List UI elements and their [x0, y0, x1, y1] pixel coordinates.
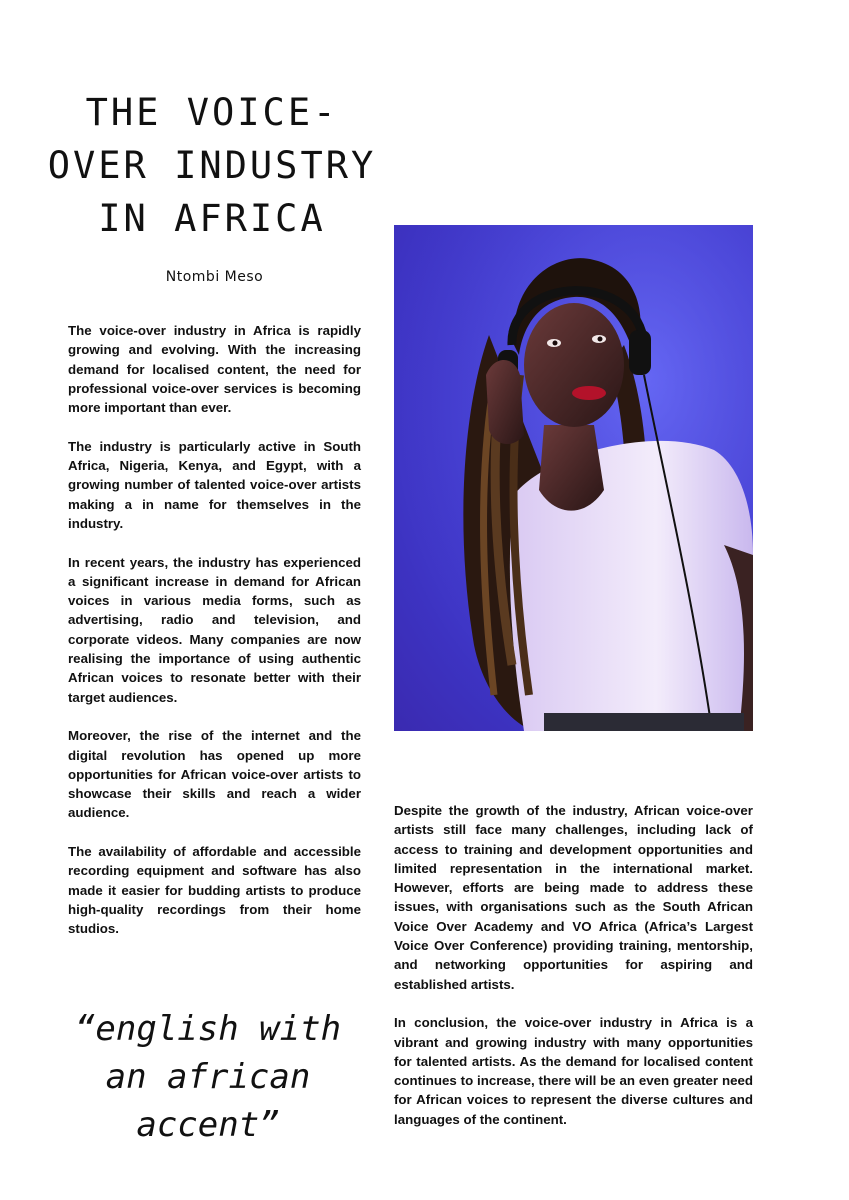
title-line-3: IN AFRICA — [98, 197, 326, 240]
paragraph: The industry is particularly active in South Africa, Nigeria, Kenya, and Egypt, with a growing number of talented voice-over artists making a in name for themselves in the industry. — [68, 438, 361, 531]
paragraph: Despite the growth of the industry, African voice-over artists still face many challenges, including lack of access to training and development opportunities and limited representation in the international market. However, efforts are being made to address these issues, with organisations such as the South African Voice Over Academy and VO Africa (Africa’s Largest Voice Over Conference) providing training, mentorship, and networking opportunities for aspiring and established artists. — [394, 803, 753, 992]
title-line-2: OVER INDUSTRY — [47, 144, 377, 187]
quote-line-1: “english with — [74, 1009, 342, 1049]
paragraph: The voice-over industry in Africa is rapidly growing and evolving. With the increasing demand for localised content, the need for professional voice-over services is becoming more important than ever. — [68, 323, 361, 416]
article-title — [22, 86, 402, 245]
pull-quote — [22, 1005, 394, 1149]
right-column — [394, 801, 753, 1148]
paragraph: In recent years, the industry has experienced a significant increase in demand for African voices in various media forms, such as advertising, radio and television, and corporate videos. Many companies are now realising the importance of using authentic African voices to resonate better with their target audiences. — [68, 554, 361, 705]
paragraph: Moreover, the rise of the internet and the digital revolution has opened up more opportunities for African voice-over artists to showcase their skills and reach a wider audience. — [68, 728, 361, 821]
left-column — [68, 321, 361, 958]
title-line-1: THE VOICE- — [85, 91, 339, 134]
voice-artist-photo — [394, 225, 753, 731]
paragraph: The availability of affordable and accessible recording equipment and software has also made it easier for budding artists to produce high-quality recordings from their home studios. — [68, 844, 361, 937]
quote-line-3: accent” — [136, 1105, 280, 1145]
quote-line-2: an african — [105, 1057, 311, 1097]
woman-with-headphones-illustration — [394, 225, 753, 731]
paragraph: In conclusion, the voice-over industry in Africa is a vibrant and growing industry with many opportunities for talented artists. As the demand for localised content continues to increase, there will be an even greater need for African voices to represent the diverse cultures and languages of the continent. — [394, 1015, 753, 1127]
author-byline: Ntombi Meso — [165, 269, 264, 285]
